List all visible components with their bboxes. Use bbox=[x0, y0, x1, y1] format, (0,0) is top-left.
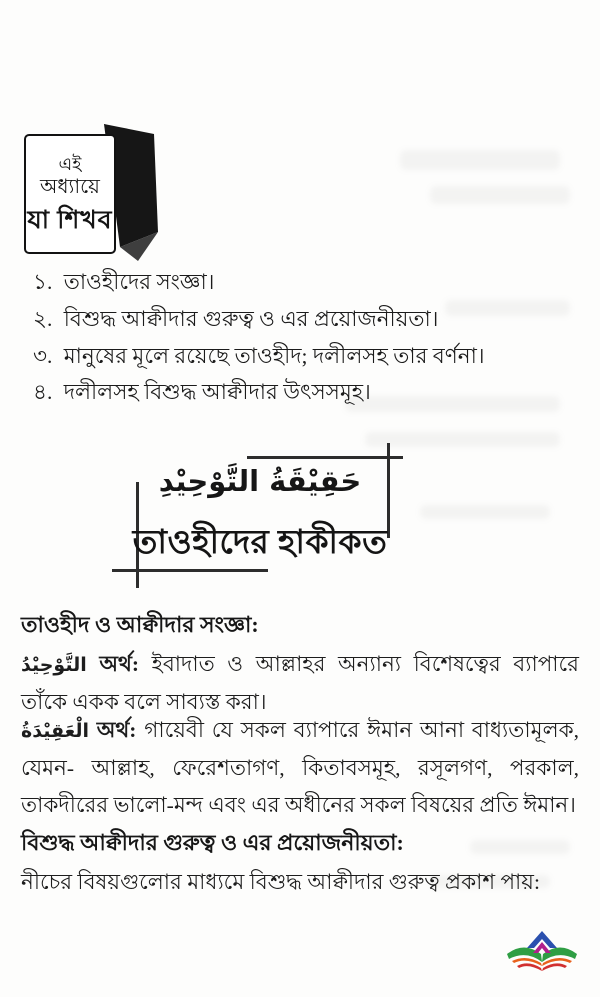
paragraph-importance-intro: নীচের বিষয়গুলোর মাধ্যমে বিশুদ্ধ আক্বীদার গুরুত্ব প্রকাশ পায়: bbox=[21, 870, 540, 894]
bleedthrough-artifact bbox=[470, 840, 570, 854]
paragraph-tawheed-definition bbox=[21, 646, 579, 721]
list-item-number: ৪. bbox=[33, 380, 53, 405]
chapter-title-arabic: حَقِيْقَةُ التَّوْحِيْدِ bbox=[158, 464, 362, 498]
list-item bbox=[33, 338, 573, 375]
list-item-text: মানুষের মূলে রয়েছে তাওহীদ; দলীলসহ তার বর্ণনা। bbox=[63, 343, 485, 368]
chapter-badge bbox=[20, 120, 175, 272]
arabic-term-aqeedah: الْعَقِيْدَةُ bbox=[21, 720, 89, 742]
paragraph-aqeedah-definition bbox=[21, 712, 579, 824]
list-item-text: দলীলসহ বিশুদ্ধ আক্বীদার উৎসসমূহ। bbox=[63, 380, 371, 405]
definition-text: গায়েবী যে সকল ব্যাপারে ঈমান আনা বাধ্যতামূলক, যেমন- আল্লাহ, ফেরেশতাগণ, কিতাবসমূহ, রসূলগণ, পরকাল, তাকদীরের ভালো-মন্দ এবং এর অধীনের সকল বিষয়ের প্রতি ঈমান। bbox=[21, 718, 580, 817]
learning-points-list bbox=[33, 264, 573, 411]
meaning-label: অর্থ: bbox=[96, 718, 137, 742]
list-item-number: ৩. bbox=[33, 343, 53, 368]
definition-text: ইবাদাত ও আল্লাহর অন্যান্য বিশেষত্বের ব্যাপারে তাঁকে একক বলে সাব্যস্ত করা। bbox=[21, 652, 580, 714]
arabic-term-tawheed: التَّوْحِيْدُ bbox=[21, 654, 87, 676]
badge-line-1: এই bbox=[58, 153, 82, 174]
open-book-with-arrow-logo bbox=[504, 929, 580, 983]
bleedthrough-artifact bbox=[420, 505, 550, 519]
badge-line-3: যা শিখব bbox=[27, 206, 113, 234]
title-rule-top bbox=[247, 456, 403, 459]
bleedthrough-artifact bbox=[400, 150, 560, 170]
section-heading-definitions: তাওহীদ ও আক্বীদার সংজ্ঞা: bbox=[21, 612, 259, 637]
badge-line-2: অধ্যায়ে bbox=[40, 175, 100, 198]
list-item bbox=[33, 374, 573, 411]
bleedthrough-artifact bbox=[430, 186, 570, 204]
section-heading-importance: বিশুদ্ধ আক্বীদার গুরুত্ব ও এর প্রয়োজনীয়তা: bbox=[21, 830, 404, 855]
meaning-label: অর্থ: bbox=[99, 652, 140, 676]
chapter-title-bengali: তাওহীদের হাকীকত bbox=[132, 525, 388, 561]
bleedthrough-artifact bbox=[365, 432, 560, 447]
list-item-number: ২. bbox=[33, 306, 53, 331]
list-item bbox=[33, 301, 573, 338]
list-item-number: ১. bbox=[33, 270, 53, 294]
list-item-text: বিশুদ্ধ আক্বীদার গুরুত্ব ও এর প্রয়োজনীয়তা। bbox=[63, 306, 439, 331]
list-item bbox=[33, 264, 573, 301]
list-item-text: তাওহীদের সংজ্ঞা। bbox=[63, 270, 215, 294]
chapter-badge-card bbox=[24, 134, 116, 254]
